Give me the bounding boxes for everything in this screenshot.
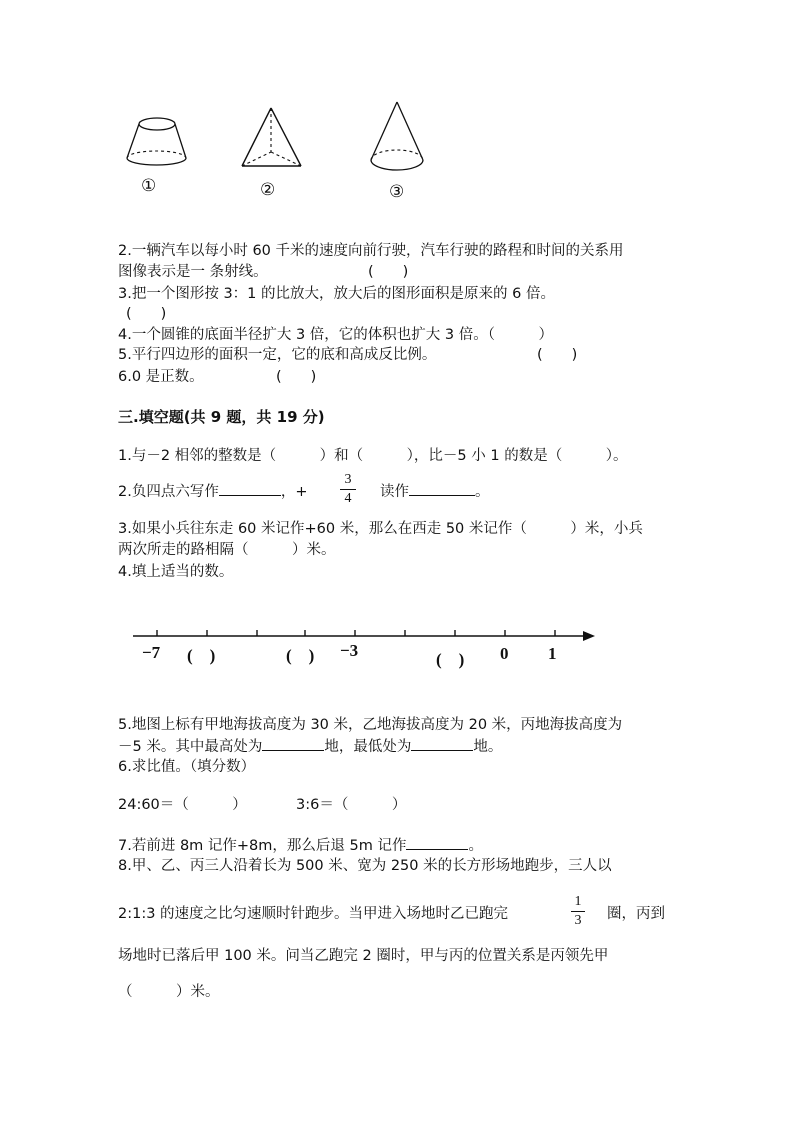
judgement-q5: 5.平行四边形的面积一定，它的底和高成反比例。	[118, 347, 437, 363]
fill-q5-blank-2[interactable]	[411, 736, 473, 751]
fraction-denominator: 3	[574, 913, 582, 928]
fill-q7-text-a: 7.若前进 8m 记作+8m，那么后退 5m 记作	[118, 838, 407, 854]
axis-label-minus7: −7	[142, 643, 161, 662]
fraction-denominator: 4	[344, 491, 352, 506]
fill-q1: 1.与－2 相邻的整数是（ ）和（ ），比－5 小 1 的数是（ ）。	[118, 448, 628, 464]
judgement-q6-answer[interactable]: ( )	[276, 369, 317, 385]
fill-q5-blank-1[interactable]	[262, 736, 324, 751]
fill-q7	[118, 835, 483, 856]
axis-label-zero: 0	[500, 644, 509, 663]
fill-q2-blank-2[interactable]	[409, 481, 475, 496]
fill-q6-ratio-a: 24:60＝（ ）	[118, 797, 247, 813]
fill-q6: 6.求比值。（填分数）	[118, 759, 256, 775]
axis-blank-1[interactable]: ( )	[187, 646, 216, 665]
section-heading: 三.填空题(共 9 题，共 19 分)	[118, 408, 325, 426]
fill-q2-text-b: ，+	[280, 484, 308, 500]
figure-label-3: ③	[389, 182, 405, 202]
fill-q2-read	[380, 481, 490, 502]
fill-q2-text-a: 2.负四点六写作	[118, 484, 219, 500]
fraction-numerator: 1	[574, 894, 582, 909]
frustum-figure	[120, 112, 192, 170]
judgement-q2-line1: 2.一辆汽车以每小时 60 千米的速度向前行驶，汽车行驶的路程和时间的关系用	[118, 243, 624, 259]
fill-q2-text-d: 。	[475, 484, 490, 500]
figure-label-1: ①	[141, 176, 157, 196]
judgement-q3-line1: 3.把一个图形按 3：1 的比放大，放大后的图形面积是原来的 6 倍。	[118, 286, 555, 302]
judgement-q2-line2: 图像表示是一 条射线。	[118, 264, 268, 280]
fill-q8-line2b: 圈，丙到	[607, 906, 665, 922]
axis-label-minus3: −3	[340, 641, 359, 660]
pyramid-figure	[236, 104, 308, 170]
fill-q7-text-b: 。	[468, 838, 483, 854]
fill-q3-line2: 两次所走的路相隔（ ）米。	[118, 542, 336, 558]
fill-q5-line2	[118, 736, 502, 757]
fill-q2-blank-1[interactable]	[219, 481, 281, 496]
fill-q5-text-b: 地，最低处为	[324, 739, 412, 755]
fill-q8-line2a: 2:1:3 的速度之比匀速顺时针跑步。当甲进入场地时乙已跑完	[118, 906, 509, 922]
fill-q5-text-c: 地。	[473, 739, 503, 755]
fraction-numerator: 3	[344, 472, 352, 487]
fill-q5-line1: 5.地图上标有甲地海拔高度为 30 米，乙地海拔高度为 20 米，丙地海拔高度为	[118, 717, 623, 733]
judgement-q2-answer[interactable]: ( )	[368, 264, 409, 280]
figure-label-2: ②	[260, 180, 276, 200]
fill-q2	[118, 481, 308, 502]
judgement-q6: 6.0 是正数。	[118, 369, 204, 385]
judgement-q3-answer[interactable]: ( )	[126, 306, 167, 322]
fill-q5-text-a: －5 米。其中最高处为	[118, 739, 263, 755]
axis-label-one: 1	[548, 644, 557, 663]
judgement-q4: 4.一个圆锥的底面半径扩大 3 倍，它的体积也扩大 3 倍。（ ）	[118, 327, 553, 343]
fill-q3-line1: 3.如果小兵往东走 60 米记作+60 米，那么在西走 50 米记作（ ）米，小兵	[118, 521, 643, 537]
fill-q4: 4.填上适当的数。	[118, 564, 234, 580]
fill-q6-ratio-b: 3:6＝（ ）	[296, 797, 407, 813]
axis-blank-3[interactable]: ( )	[436, 650, 465, 669]
fill-q8-line4: （ ）米。	[118, 984, 220, 1000]
fill-q7-blank[interactable]	[406, 835, 468, 850]
axis-blank-2[interactable]: ( )	[286, 646, 315, 665]
fill-q8-line1: 8.甲、乙、丙三人沿着长为 500 米、宽为 250 米的长方形场地跑步，三人以	[118, 858, 612, 874]
judgement-q5-answer[interactable]: ( )	[537, 347, 578, 363]
cone-figure	[365, 98, 431, 178]
fill-q8-line3: 场地时已落后甲 100 米。问当乙跑完 2 圈时，甲与丙的位置关系是丙领先甲	[118, 948, 609, 964]
fill-q2-text-c: 读作	[380, 484, 409, 500]
fill-q8-fraction	[571, 894, 585, 929]
fill-q2-fraction	[340, 472, 356, 507]
